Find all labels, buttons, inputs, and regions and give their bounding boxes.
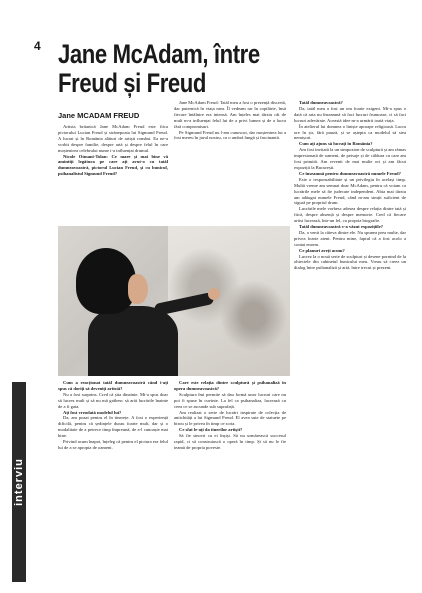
- column-1-top: [58, 124, 168, 234]
- paragraph: Da, tatăl meu a fost un om foarte exigent. Mi-a spus o dată că arta nu înseamnă să faci lucruri frumoase, ci să faci lucruri adevărate. Această idee m-a urmărit toată viața.: [294, 105, 406, 123]
- question: Ați fost vreodată modelul lui?: [63, 409, 122, 415]
- question: Tatăl dumneavoastră v-a văzut expozițiile?: [299, 224, 384, 230]
- paragraph: Am realizat o serie de lucrări inspirate de colecția de antichități a lui Sigmund Freud. El avea sute de statuete pe birou și le privea în timp ce scria.: [174, 409, 286, 427]
- title-line-2: Freud și Freud: [58, 68, 207, 98]
- paragraph: Lucrez la o nouă serie de sculpturi și desene pornind de la obiectele din cabinetul bunicului meu. Vreau să creez un dialog între psihanaliză și artă, între trecut și prezent.: [294, 253, 406, 271]
- paragraph: Este o responsabilitate și un privilegiu în același timp. Multă vreme am semnat doar McAdam, pentru că voiam ca lucrările mele să fie judecate independent. Abia mai târziu am adăugat numele Freud, când m-am simțit suficient de sigură pe propriul drum.: [294, 176, 406, 206]
- paragraph: Jane McAdam Freud: Tatăl meu a fost o prezență discretă, dar puternică în viața mea. Îl vedeam rar în copilărie, însă fiecare întâlnire era intensă. Am înțeles mai târziu cât de mult m-a influențat felul lui de a privi lumea și de a lucra fără compromisuri.: [174, 100, 286, 129]
- photo-figure-body: [88, 306, 178, 376]
- paragraph: Artista britanică Jane McAdam Freud este fiica pictorului Lucian Freud și strănepoata lui Sigmund Freud. A lucrat și în România alături de artiști români. Ea ne-a vorbit despre familie, despre artă și despre felul în care moștenirea celebrului nume i-a influențat drumul.: [58, 124, 168, 153]
- paragraph: Pe Sigmund Freud nu l-am cunoscut, dar moștenirea lui a fost mereu în jurul nostru, ca o umbră lungă și fascinantă.: [174, 129, 286, 141]
- column-2-top: [174, 100, 286, 220]
- question: Ce înseamnă pentru dumneavoastră numele Freud?: [299, 170, 401, 176]
- question: Care este relația dintre sculptură și psihanaliză în opera dumneavoastră?: [174, 380, 286, 391]
- question: Nicole Otmani-Tolan: Ce mare și mai bine vă amintiți legătura pe care ați avut-o cu tatăl dumneavoastră, pictorul Lucian Freud, și cu bunicul, psihanalistul Sigmund Freud?: [58, 153, 168, 177]
- photo-figure-hair: [76, 248, 136, 314]
- article-title: [58, 40, 353, 98]
- paragraph: În atelierul lui domnea o liniște aproape religioasă. Lucra ore în șir, fără pauză, și se aștepta ca modelul să stea nemișcat.: [294, 123, 406, 141]
- question: Ce planuri aveți acum?: [299, 247, 345, 253]
- paragraph: Sculptura îmi permite să dau formă unor lucruri care nu pot fi spuse în cuvinte. La fel ca psihanaliza, lucrează cu ceea ce se ascunde sub suprafață.: [174, 391, 286, 409]
- article-photo: [58, 226, 290, 376]
- paragraph: Da, am pozat pentru el în tinerețe. A fost o experiență dificilă, pentru că ședințele durau foarte mult, dar și o modalitate de a petrece timp împreună, de a-l cunoaște mai bine.: [58, 415, 168, 439]
- paragraph: Da, a venit la câteva dintre ele. Nu spunea prea multe, dar privea foarte atent. Pentru mine, faptul că a fost acolo a contat enorm.: [294, 229, 406, 247]
- column-2-bottom: [174, 380, 286, 584]
- page-number: 4: [34, 39, 41, 53]
- question: Ce sfat le-ați da tinerilor artiști?: [179, 427, 243, 433]
- paragraph: Privind acum înapoi, înțeleg că pentru el pictura era felul lui de a se apropia de oameni.: [58, 439, 168, 450]
- photo-figure-hand: [208, 288, 220, 300]
- byline: Jane MCADAM FREUD: [58, 111, 140, 120]
- question: Tatăl dumneavoastră?: [299, 100, 343, 105]
- column-1-bottom: [58, 380, 168, 584]
- question: Cum a reacționat tatăl dumneavoastră când i-ați spus că doriți să deveniți artistă?: [58, 380, 168, 391]
- section-label: interviu: [13, 458, 25, 506]
- title-line-1: Jane McAdam, între: [58, 39, 260, 69]
- photo-figure-face: [128, 274, 148, 304]
- paragraph: Am fost invitată la un simpozion de sculptură și am rămas impresionată de oameni, de peisaje și de căldura cu care am fost primită. Am revenit de mai multe ori și am făcut expoziții la București.: [294, 147, 406, 170]
- paragraph: Să fie sinceri cu ei înșiși. Să nu urmărească succesul rapid, ci să construiască o operă în timp. Și să nu le fie teamă de propria poveste.: [174, 433, 286, 450]
- paragraph: Nu a fost surprins. Cred că știa dinainte. Mi-a spus doar să lucrez mult și să nu mă grăbesc să arăt lucrările înainte de a fi gata.: [58, 391, 168, 409]
- column-3: [294, 100, 406, 584]
- paragraph: Lucrările mele vorbesc adesea despre relația dintre tată și fiică, despre absență și despre memorie. Cred că fiecare artist lucrează, într-un fel, cu propria biografie.: [294, 206, 406, 224]
- question: Cum ați ajuns să lucrați în România?: [299, 141, 373, 147]
